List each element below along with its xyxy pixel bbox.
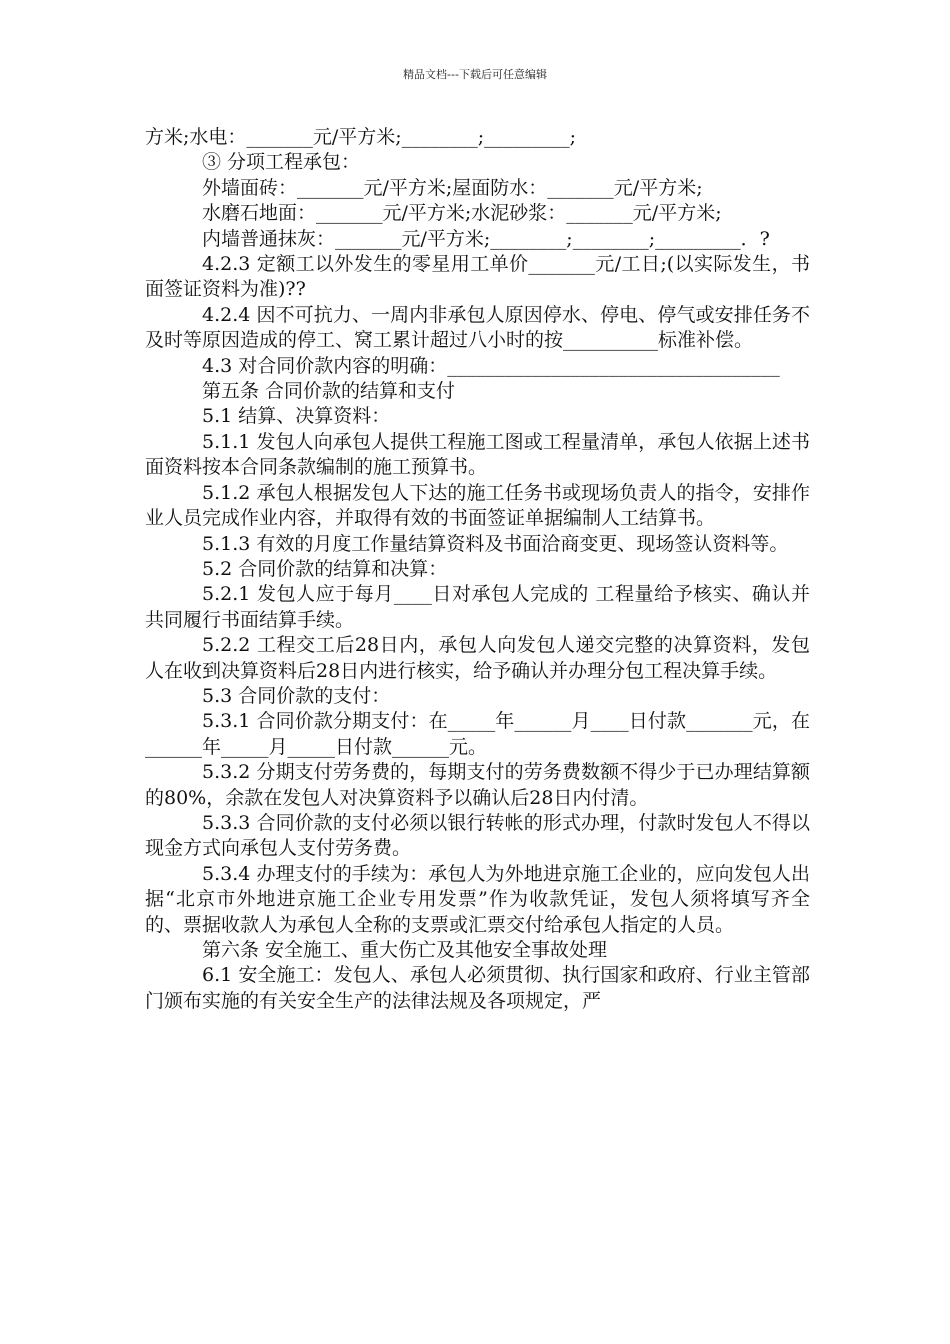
paragraph: 5.2.1 发包人应于每月____日对承包人完成的 工程量给予核实、确认并共同履行书面结算手续。 bbox=[145, 583, 810, 631]
paragraph: 5.3 合同价款的支付： bbox=[202, 684, 391, 707]
paragraph: ③ 分项工程承包： bbox=[202, 151, 361, 174]
paragraph: 4.2.3 定额工以外发生的零星用工单价_______元/工日;(以实际发生，书面签证资料为准)?? bbox=[145, 253, 810, 301]
paragraph: 水磨石地面：_______元/平方米;水泥砂浆：_______元/平方米; bbox=[202, 202, 722, 225]
paragraph: 5.1 结算、决算资料： bbox=[202, 405, 391, 428]
paragraph: 第五条 合同价款的结算和支付 bbox=[202, 380, 456, 403]
paragraph: 5.3.2 分期支付劳务费的，每期支付的劳务费数额不得少于已办理结算额的80%，余款在发包人对决算资料予以确认后28日内付清。 bbox=[145, 761, 810, 809]
paragraph: 5.1.3 有效的月度工作量结算资料及书面洽商变更、现场签认资料等。 bbox=[202, 532, 789, 555]
paragraph: 内墙普通抹灰：_______元/平方米;________;________;_________．? bbox=[202, 227, 770, 250]
paragraph: 4.3 对合同价款内容的明确：___________________________________ bbox=[202, 354, 780, 377]
paragraph: 5.2 合同价款的结算和决算： bbox=[202, 557, 448, 580]
paragraph: 第六条 安全施工、重大伤亡及其他安全事故处理 bbox=[202, 939, 608, 961]
paragraph: 5.1.2 承包人根据发包人下达的施工任务书或现场负责人的指令，安排作业人员完成作业内容，并取得有效的书面签证单据编制人工结算书。 bbox=[145, 481, 810, 530]
paragraph: 6.1 安全施工：发包人、承包人必须贯彻、执行国家和政府、行业主管部门颁布实施的有关安全生产的法律法规及各项规定，严 bbox=[145, 964, 810, 1012]
paragraph: 外墙面砖：_______元/平方米;屋面防水：_______元/平方米; bbox=[202, 176, 703, 199]
document-body bbox=[145, 125, 810, 1014]
paragraph: 4.2.4 因不可抗力、一周内非承包人原因停水、停电、停气或安排任务不及时等原因造成的停工、窝工累计超过八小时的按__________标准补偿。 bbox=[145, 303, 810, 352]
paragraph: 5.3.1 合同价款分期支付：在_____年______月____日付款_______元，在______年_____月_____日付款______元。 bbox=[145, 710, 810, 758]
paragraph: 5.1.1 发包人向承包人提供工程施工图或工程量清单，承包人依据上述书面资料按本合同条款编制的施工预算书。 bbox=[145, 430, 810, 479]
paragraph: 5.2.2 工程交工后28日内，承包人向发包人递交完整的决算资料，发包人在收到决算资料后28日内进行核实，给予确认并办理分包工程决算手续。 bbox=[145, 634, 810, 682]
paragraph: 5.3.4 办理支付的手续为：承包人为外地进京施工企业的，应向发包人出据“北京市外地进京施工企业专用发票”作为收款凭证，发包人须将填写齐全的、票据收款人为承包人全称的支票或汇票交付给承包人指定的人员。 bbox=[145, 862, 810, 936]
paragraph: 5.3.3 合同价款的支付必须以银行转帐的形式办理，付款时发包人不得以现金方式向承包人支付劳务费。 bbox=[145, 811, 810, 860]
page-header: 精品文档---下载后可任意编辑 bbox=[403, 68, 547, 81]
paragraph: 方米;水电：_______元/平方米;________;_________; bbox=[145, 126, 577, 148]
